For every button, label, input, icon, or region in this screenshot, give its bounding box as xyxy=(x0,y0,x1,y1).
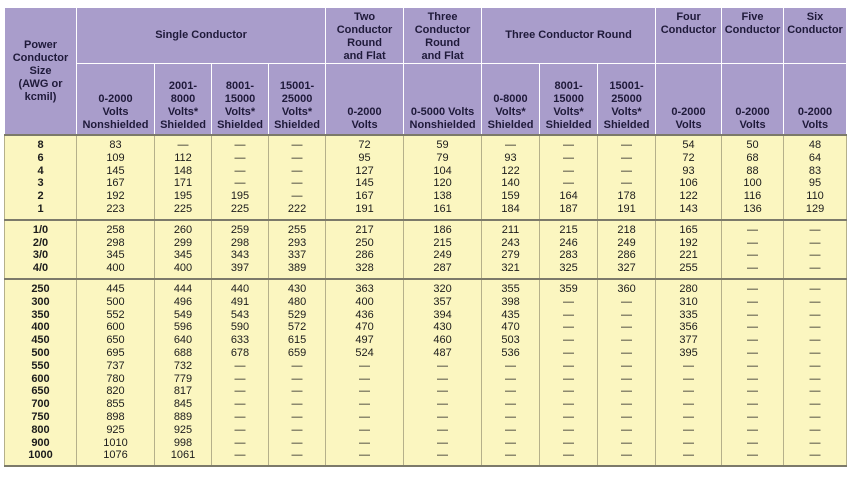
header-conductor-size: Power Conductor Size (AWG or kcmil) xyxy=(5,8,77,136)
cell-single-8001-15000: — — — — 195 225 xyxy=(212,135,269,220)
cell-single-0-2000: 258 298 345 400 xyxy=(77,220,155,279)
ampacity-table-container xyxy=(4,7,846,486)
cell-three-flat: 186 215 249 287 xyxy=(404,220,482,279)
table-section-awg-small xyxy=(5,135,847,220)
header-single-15001-25000: 15001- 25000 Volts* Shielded xyxy=(269,64,326,136)
header-single-0-2000: 0-2000 Volts Nonshielded xyxy=(77,64,155,136)
cell-single-0-2000: 445 500 552 600 650 695 737 780 820 855 898 925 1010 1076 xyxy=(77,279,155,466)
cell-four-conductor: 280 310 335 356 377 395 — — — — — — — — xyxy=(656,279,722,466)
header-three-conductor-flat: Three Conductor Round and Flat xyxy=(404,8,482,64)
cell-six-conductor: — — — — — — — — — — — — — — xyxy=(784,279,847,466)
cell-single-0-2000: 83 109 145 167 192 223 xyxy=(77,135,155,220)
cell-two-conductor: 72 95 127 145 167 191 xyxy=(326,135,404,220)
cell-five-conductor: 50 68 88 100 116 136 xyxy=(722,135,784,220)
cell-single-15001-25000: — — — — — 222 xyxy=(269,135,326,220)
cell-three-round-8001-15000: 359 — — — — — — — — — — — — — xyxy=(540,279,598,466)
header-four-conductor: Four Conductor xyxy=(656,8,722,64)
cell-single-2001-8000: 260 299 345 400 xyxy=(155,220,212,279)
header-three-flat-volts: 0-5000 Volts Nonshielded xyxy=(404,64,482,136)
cell-three-round-15001-25000: 218 249 286 327 xyxy=(598,220,656,279)
cell-three-round-0-8000: — 93 122 140 159 184 xyxy=(482,135,540,220)
cell-five-conductor: — — — — xyxy=(722,220,784,279)
header-five-conductor: Five Conductor xyxy=(722,8,784,64)
cell-three-round-8001-15000: — — — — 164 187 xyxy=(540,135,598,220)
header-six-volts: 0-2000 Volts xyxy=(784,64,847,136)
header-five-volts: 0-2000 Volts xyxy=(722,64,784,136)
header-three-round-8001-15000: 8001- 15000 Volts* Shielded xyxy=(540,64,598,136)
cell-three-round-0-8000: 211 243 279 321 xyxy=(482,220,540,279)
cell-four-conductor: 165 192 221 255 xyxy=(656,220,722,279)
cell-two-conductor: 217 250 286 328 xyxy=(326,220,404,279)
ampacity-table xyxy=(4,7,847,467)
header-single-conductor: Single Conductor xyxy=(77,8,326,64)
cell-single-8001-15000: 440 491 543 590 633 678 — — — — — — — — xyxy=(212,279,269,466)
cell-size: 1/0 2/0 3/0 4/0 xyxy=(5,220,77,279)
cell-single-8001-15000: 259 298 343 397 xyxy=(212,220,269,279)
cell-three-round-8001-15000: 215 246 283 325 xyxy=(540,220,598,279)
header-three-round-0-8000: 0-8000 Volts* Shielded xyxy=(482,64,540,136)
cell-five-conductor: — — — — — — — — — — — — — — xyxy=(722,279,784,466)
cell-three-round-0-8000: 355 398 435 470 503 536 — — — — — — — — xyxy=(482,279,540,466)
header-single-2001-8000: 2001- 8000 Volts* Shielded xyxy=(155,64,212,136)
cell-single-2001-8000: 444 496 549 596 640 688 732 779 817 845 889 925 998 1061 xyxy=(155,279,212,466)
header-four-volts: 0-2000 Volts xyxy=(656,64,722,136)
cell-three-flat: 59 79 104 120 138 161 xyxy=(404,135,482,220)
header-single-8001-15000: 8001- 15000 Volts* Shielded xyxy=(212,64,269,136)
header-two-conductor: Two Conductor Round and Flat xyxy=(326,8,404,64)
cell-size: 8 6 4 3 2 1 xyxy=(5,135,77,220)
cell-single-15001-25000: 255 293 337 389 xyxy=(269,220,326,279)
table-section-kcmil xyxy=(5,279,847,466)
header-three-round-15001-25000: 15001- 25000 Volts* Shielded xyxy=(598,64,656,136)
cell-six-conductor: 48 64 83 95 110 129 xyxy=(784,135,847,220)
header-two-conductor-volts: 0-2000 Volts xyxy=(326,64,404,136)
cell-four-conductor: 54 72 93 106 122 143 xyxy=(656,135,722,220)
cell-single-2001-8000: — 112 148 171 195 225 xyxy=(155,135,212,220)
cell-two-conductor: 363 400 436 470 497 524 — — — — — — — — xyxy=(326,279,404,466)
header-three-conductor-round: Three Conductor Round xyxy=(482,8,656,64)
cell-three-flat: 320 357 394 430 460 487 — — — — — — — — xyxy=(404,279,482,466)
cell-single-15001-25000: 430 480 529 572 615 659 — — — — — — — — xyxy=(269,279,326,466)
cell-size: 250 300 350 400 450 500 550 600 650 700 750 800 900 1000 xyxy=(5,279,77,466)
cell-three-round-15001-25000: 360 — — — — — — — — — — — — — xyxy=(598,279,656,466)
header-six-conductor: Six Conductor xyxy=(784,8,847,64)
cell-six-conductor: — — — — xyxy=(784,220,847,279)
table-section-awg-aught xyxy=(5,220,847,279)
cell-three-round-15001-25000: — — — — 178 191 xyxy=(598,135,656,220)
